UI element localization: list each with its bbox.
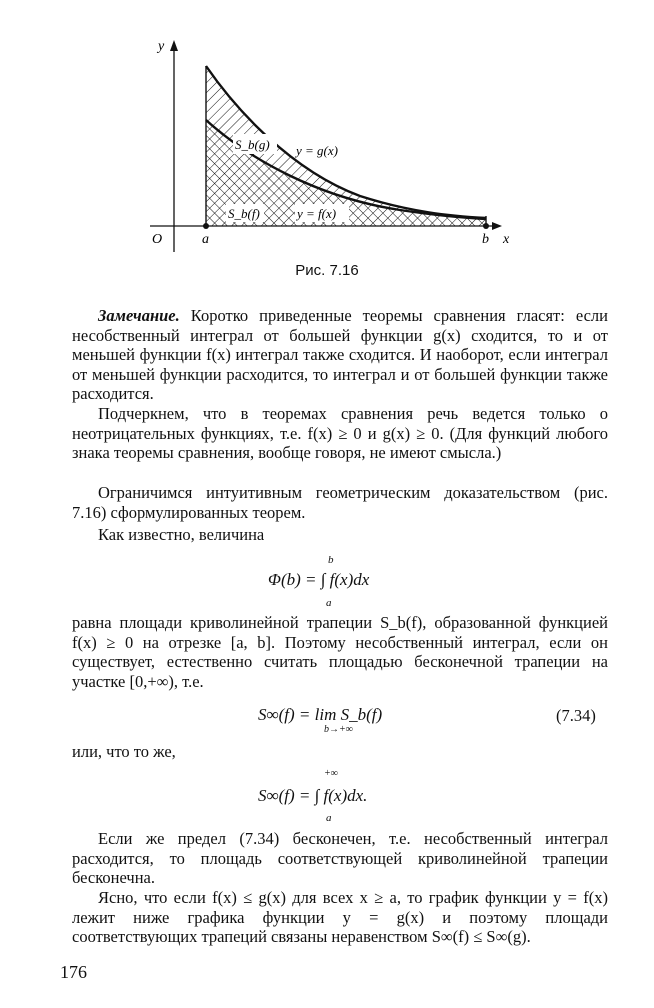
f-curve-label: y = f(x) — [297, 206, 337, 221]
formula-phi-upper: b — [328, 554, 334, 566]
x-axis-label: x — [503, 232, 510, 247]
paragraph-8-text: Ясно, что если f(x) ≤ g(x) для всех x ≥ a, то график функции y = f(x) лежит ниже графика функции y = g(x) и поэтому площади соответствующих трапеций связаны неравенством S∞(f) ≤ S∞(g). — [72, 888, 608, 946]
paragraph-2 — [72, 404, 608, 463]
sg-label: S_b(g) — [235, 137, 270, 152]
paragraph-2-text: Подчеркнем, что в теоремах сравнения речь ведется только о неотрицательных функциях, т.е. f(x) ≥ 0 и g(x) ≥ 0. (Для функций любого знака теоремы сравнения, вообще говоря, не имеют смысла.) — [72, 404, 608, 462]
y-axis-arrow — [170, 40, 178, 51]
figure-caption: Рис. 7.16 — [295, 262, 359, 279]
paragraph-4-text: Как известно, величина — [98, 525, 265, 544]
paragraph-4 — [72, 525, 608, 545]
paragraph-7 — [72, 829, 608, 888]
paragraph-6 — [72, 742, 608, 762]
formula-integral-lower: a — [326, 812, 332, 824]
formula-phi: Φ(b) = ∫ f(x)dx — [268, 570, 370, 589]
origin-label: O — [152, 232, 163, 247]
y-axis-label: y — [158, 39, 165, 54]
page-number: 176 — [60, 962, 87, 982]
paragraph-8 — [72, 888, 608, 947]
paragraph-6-text: или, что то же, — [72, 742, 176, 761]
g-curve-label: y = g(x) — [296, 143, 338, 158]
figure-7-16 — [140, 30, 530, 260]
a-label: a — [202, 232, 209, 247]
remark-paragraph — [72, 306, 608, 404]
formula-limit: S∞(f) = lim S_b(f) — [258, 705, 383, 724]
paragraph-7-text: Если же предел (7.34) бесконечен, т.е. несобственный интеграл расходится, то площадь соответствующей криволинейной трапеции бесконечна. — [72, 829, 608, 887]
paragraph-3-text: Ограничимся интуитивным геометрическим доказательством (рис. 7.16) сформулированных теорем. — [72, 483, 608, 522]
point-b — [483, 223, 489, 229]
equation-number: (7.34) — [556, 706, 596, 725]
remark-text: Коротко приведенные теоремы сравнения гласят: если несобственный интеграл от большей функции g(x) сходится, то и от меньшей функции f(x) интеграл также сходится. И наоборот, если интеграл от меньшей функции расходится, то интеграл и от большей функции также расходится. — [72, 306, 608, 403]
paragraph-5 — [72, 613, 608, 691]
remark-title: Замечание. — [98, 306, 180, 325]
paragraph-5-text: равна площади криволинейной трапеции S_b(f), образованной функцией f(x) ≥ 0 на отрезке [a, b]. Поэтому несобственный интеграл, если он существует, естественно считать площадью бесконечной трапеции на участке [0,+∞), т.е. — [72, 613, 608, 691]
formula-integral-inf: S∞(f) = ∫ f(x)dx. — [258, 786, 368, 805]
formula-limit-sub: b→+∞ — [324, 724, 353, 735]
formula-integral-upper: +∞ — [324, 768, 338, 779]
formula-phi-lower: a — [326, 597, 332, 609]
paragraph-3 — [72, 483, 608, 522]
sf-label: S_b(f) — [228, 206, 260, 221]
point-a — [203, 223, 209, 229]
b-label: b — [482, 232, 489, 247]
x-axis-arrow — [492, 222, 502, 230]
